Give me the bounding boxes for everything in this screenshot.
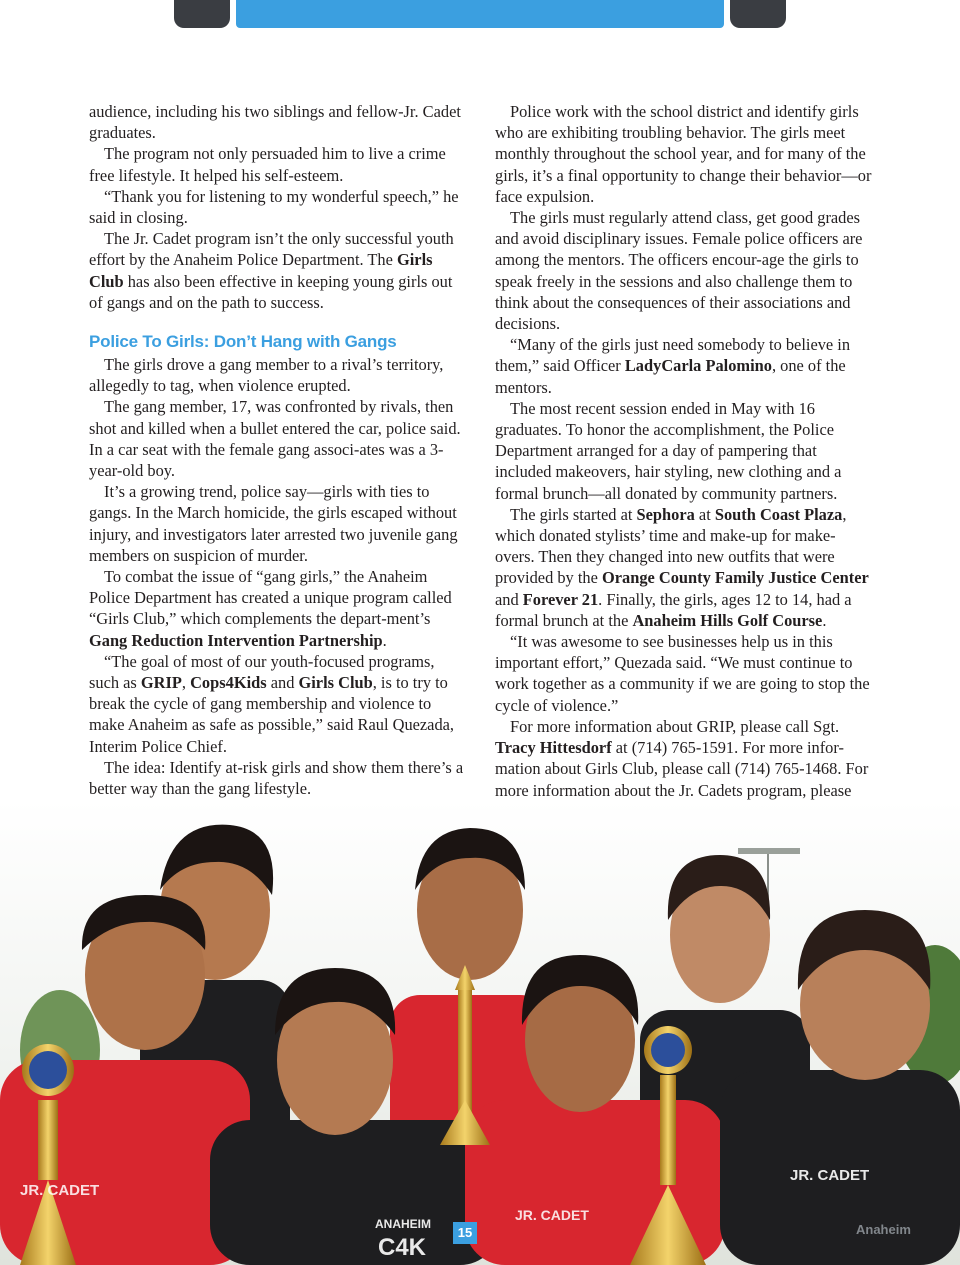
paragraph: “It was awesome to see businesses help us in this important effort,” Quezada said. “We must continue to work together as a community if we are going to stop the cycle of violence.” [495,632,870,715]
text-run: The girls started at [510,504,637,524]
shirt-label: ANAHEIM [375,1217,431,1231]
paragraph [495,504,873,631]
bold-term: Girls Club [89,250,433,291]
text-run: , one of the mentors. [495,356,846,397]
paragraph: It’s a growing trend, police say—girls with ties to gangs. In the March homicide, the girls escaped without injury, and investigators later arrested two juvenile gang members on suspicion of murder. [89,482,458,565]
text-run: at (714) 765-1591. For more infor-mation about Girls Club, please call (714) 765-1468. For more information about the Jr. Cadets program, please [495,738,869,800]
text-run: For more information about GRIP, please call Sgt. [510,716,840,736]
header-tab-center [236,0,724,28]
shirt-label: C4K [378,1234,427,1261]
header-tab-right [730,0,786,28]
text-run: “The goal of most of our youth-focused programs, such as [89,651,435,693]
bold-term: Tracy Hittesdorf [495,738,612,758]
paragraph [495,334,873,398]
paragraph [89,566,467,651]
top-header-bar [0,0,960,30]
text-run: , which donated stylists’ time and make-up for make-overs. Then they changed into new outfits that were provided by the [495,504,847,588]
text-run: “Many of the girls just need somebody to believe in them,” said Officer [495,335,851,376]
paragraph: The idea: Identify at-risk girls and show them there’s a better way than the gang lifestyle. [89,757,464,799]
bold-term: Forever 21 [522,589,599,609]
shirt-label: JR. CADET [20,1182,100,1199]
paragraph: The most recent session ended in May with 16 graduates. To honor the accomplishment, the Police Department arranged for a day of pampering that included makeovers, hair styling, new clothing and a formal brunch—all donated by community partners. [495,398,842,503]
text-run: has also been effective in keeping young girls out of gangs and on the path to success. [89,271,453,312]
text-run: . [382,630,387,650]
paragraph: Police work with the school district and identify girls who are exhibiting troubling behavior. The girls meet monthly throughout the school year, and for many of the girls, it’s a final opportunity to change their behavior—or face expulsion. [495,102,872,206]
paragraph: “Thank you for listening to my wonderful speech,” he said in closing. [89,186,459,228]
article-column-right [495,101,873,822]
text-run: at [694,504,715,524]
text-run: The Jr. Cadet program isn’t the only successful youth effort by the Anaheim Police Department. The [89,229,454,270]
header-tab-left [174,0,230,28]
article-column-left [89,101,467,799]
paragraph: The girls drove a gang member to a rival’s territory, allegedly to tag, when violence erupted. [89,355,444,396]
bold-term: Sephora [636,504,695,524]
shirt-label: JR. CADET [790,1167,870,1184]
text-run: and [266,673,299,693]
paragraph [89,651,467,757]
text-run: , is to try to break the cycle of gang membership and violence to make Anaheim as safe as possible,” said Raul Quezada, Interim Police Chief. [89,673,455,756]
bold-term: GRIP [140,673,182,693]
footer-brand: Anaheim [856,1222,911,1237]
text-run: , [181,673,191,693]
text-run: and [495,589,523,609]
bold-term: Cops4Kids [190,673,267,693]
section-subhead: Police To Girls: Don’t Hang with Gangs [89,332,397,352]
bold-term: Anaheim Hills Golf Course [632,610,823,630]
text-run: . [822,610,827,630]
text-run: To combat the issue of “gang girls,” the Anaheim Police Department has created a unique program called “Girls Club,” which complements the depart-ment’s [89,567,452,629]
shirt-label: JR. CADET [515,1207,589,1223]
paragraph: The girls must regularly attend class, get good grades and avoid disciplinary issues. Female police officers are among the mentors. The officers encour-age the girls to speak freely in the sessions and also challenge them to think about the consequences of their associations and decisions. [495,208,863,334]
page-number: 15 [453,1222,477,1244]
bold-term: Orange County Family Justice Center [601,568,869,588]
paragraph: The gang member, 17, was confronted by rivals, then shot and killed when a bullet entered the car, police said. In a car seat with the female gang associ-ates was a 3-year-old boy. [89,397,461,481]
bold-term: Gang Reduction Intervention Partnership [89,630,383,650]
bold-term: LadyCarla Palomino [624,356,772,376]
paragraph: The program not only persuaded him to live a crime free lifestyle. It helped his self-esteem. [89,144,446,185]
group-photo-illustration [0,800,960,1265]
bold-term: Girls Club [298,673,373,693]
group-photo [0,800,960,1265]
paragraph [89,228,467,313]
bold-term: South Coast Plaza [714,504,843,524]
paragraph: audience, including his two siblings and fellow-Jr. Cadet graduates. [89,102,461,143]
text-run: . Finally, the girls, ages 12 to 14, had a formal brunch at the [495,589,852,630]
